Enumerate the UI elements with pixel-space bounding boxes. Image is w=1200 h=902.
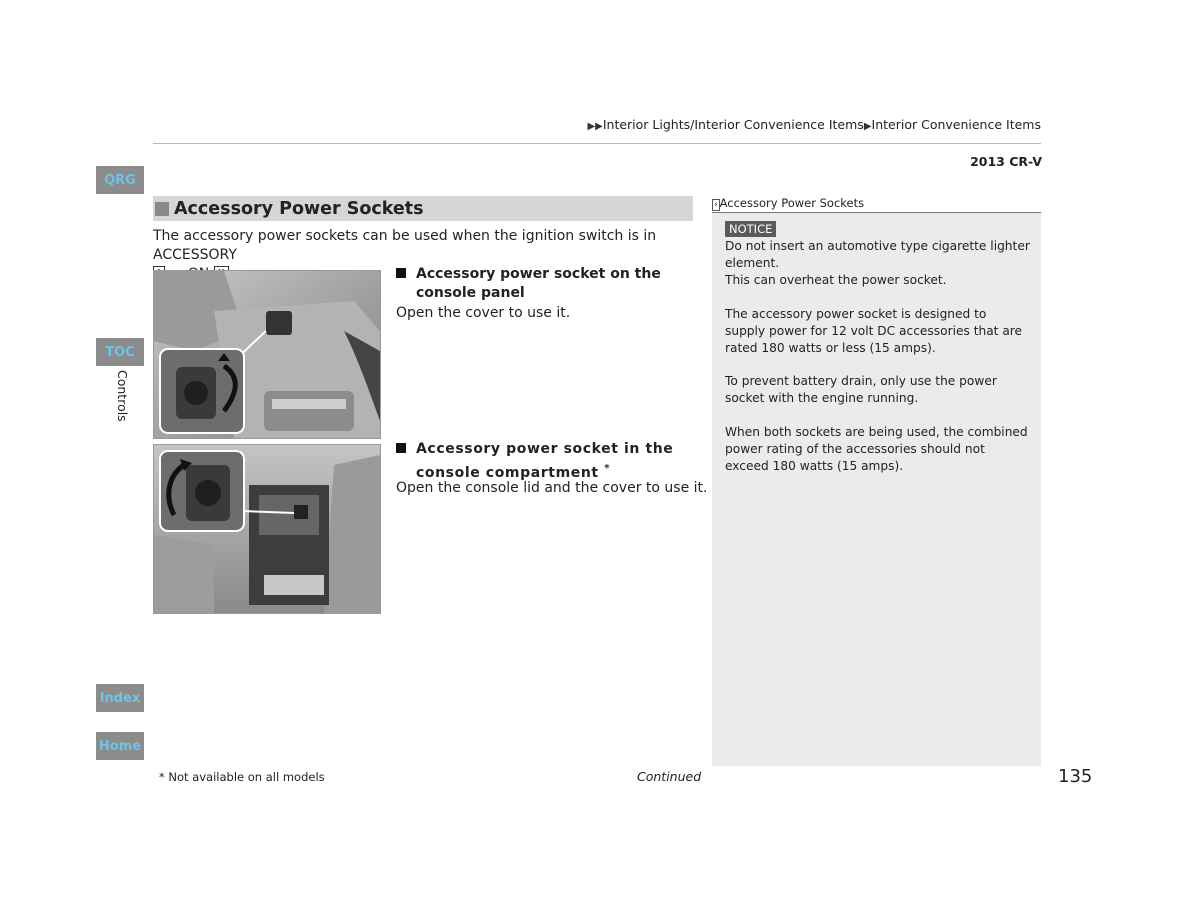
subheading-console-panel: Accessory power socket on the console panel	[396, 265, 661, 303]
breadcrumb	[587, 117, 1041, 132]
notice-badge: NOTICE	[725, 221, 776, 237]
sidebar-paragraph-1: The accessory power socket is designed to supply power for 12 volt DC accessories that are rated 180 watts or less (15 amps).	[725, 307, 1023, 355]
breadcrumb-item[interactable]: Interior Convenience Items	[871, 117, 1041, 132]
square-icon	[155, 202, 169, 216]
double-arrow-icon: ▶▶	[587, 121, 603, 132]
console-panel-photo	[153, 270, 381, 439]
subheading-console-compartment: Accessory power socket in the console compartment *	[396, 440, 673, 483]
sidebar-paragraph-3: When both sockets are being used, the combined power rating of the accessories should not exceed 180 watts (15 amps).	[725, 425, 1028, 473]
notice-text: Do not insert an automotive type cigarette lighter element. This can overheat the power socket.	[725, 239, 1030, 287]
sub1-body: Open the cover to use it.	[396, 305, 571, 321]
sidebar-heading: › Accessory Power Sockets	[712, 196, 1041, 213]
header-divider	[153, 143, 1041, 144]
toc-tab[interactable]: TOC	[96, 338, 144, 366]
intro-text: The accessory power sockets can be used when the ignition switch is in ACCESSORY	[153, 228, 657, 263]
home-tab[interactable]: Home	[96, 732, 144, 760]
footnote-mark: *	[604, 463, 611, 474]
section-heading	[153, 196, 693, 221]
qrg-tab[interactable]: QRG	[96, 166, 144, 194]
sidebar-panel	[712, 213, 1041, 766]
sidebar-paragraph-2: To prevent battery drain, only use the power socket with the engine running.	[725, 374, 997, 405]
bullet-icon	[396, 268, 406, 278]
sub2-body: Open the console lid and the cover to use it.	[396, 480, 708, 496]
section-label: Controls	[115, 370, 130, 422]
bullet-icon	[396, 443, 406, 453]
breadcrumb-item[interactable]: Interior Lights/Interior Convenience Items	[602, 117, 864, 132]
footnote: * Not available on all models	[159, 770, 325, 784]
section-title: Accessory Power Sockets	[174, 198, 424, 219]
page-number: 135	[1058, 766, 1093, 787]
ref-icon: ›	[714, 200, 718, 210]
index-tab[interactable]: Index	[96, 684, 144, 712]
continued-label: Continued	[637, 769, 702, 784]
console-compartment-photo	[153, 444, 381, 614]
model-label: 2013 CR-V	[970, 154, 1042, 169]
arrow-icon: ▶	[863, 121, 872, 132]
